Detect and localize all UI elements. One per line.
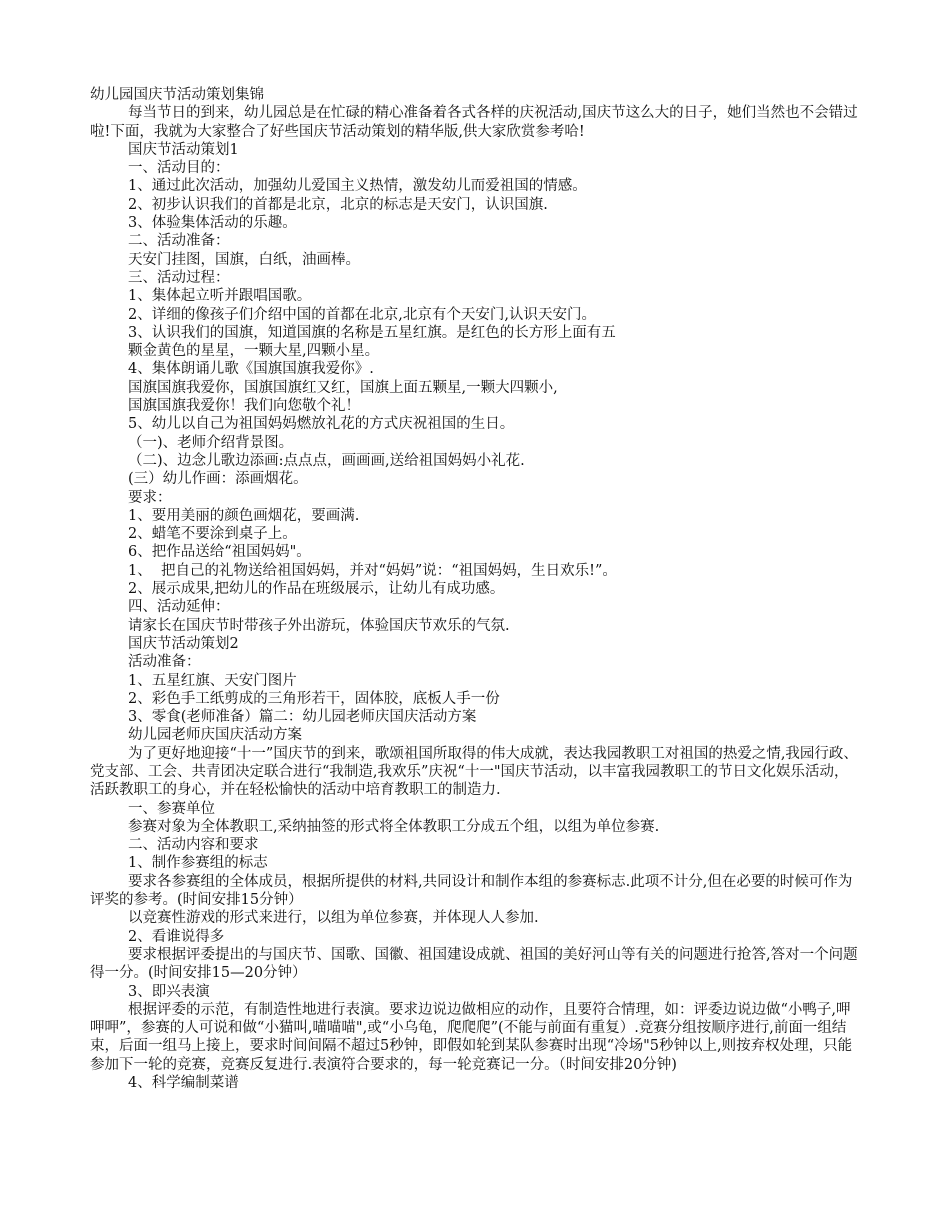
paragraph: (三）幼儿作画：添画烟花。 [128, 471, 308, 488]
paragraph: 天安门挂图，国旗，白纸，油画棒。 [128, 251, 360, 268]
paragraph: 幼儿园老师庆国庆活动方案 [128, 727, 302, 744]
document-body [90, 86, 860, 1092]
paragraph: 活动准备： [128, 654, 201, 671]
paragraph: 1、 把自己的礼物送给祖国妈妈，并对“妈妈”说：“祖国妈妈，生日欢乐!”。 [128, 562, 617, 579]
paragraph: 2、详细的像孩子们介绍中国的首都在北京,北京有个天安门,认识天安门。 [128, 306, 596, 323]
paragraph: 4、科学编制菜谱 [128, 1075, 239, 1092]
paragraph: 以竞赛性游戏的形式来进行，以组为单位参赛，并体现人人参加. [128, 910, 539, 927]
paragraph: 颗金黄色的星星，一颗大星,四颗小星。 [128, 343, 380, 360]
paragraph: 要求各参赛组的全体成员，根据所提供的材料,共同设计和制作本组的参赛标志.此项不计分,但在必要的时候可作为评奖的参考。(时间安排15分钟） [90, 873, 853, 909]
paragraph: 1、通过此次活动，加强幼儿爱国主义热情，激发幼儿而爱祖国的情感。 [128, 178, 587, 195]
paragraph: 6、把作品送给“祖国妈妈"。 [128, 544, 311, 561]
paragraph: 3、零食(老师准备）篇二：幼儿园老师庆国庆活动方案 [128, 709, 477, 726]
paragraph: 国旗国旗我爱你，国旗国旗红又红，国旗上面五颗星,一颗大四颗小, [128, 379, 558, 396]
paragraph: 5、幼儿以自己为祖国妈妈燃放礼花的方式庆祝祖国的生日。 [128, 416, 515, 433]
paragraph: 3、即兴表演 [128, 983, 210, 1000]
paragraph: 3、认识我们的国旗，知道国旗的名称是五星红旗。是红色的长方形上面有五 [128, 324, 616, 341]
paragraph: 二、活动内容和要求 [128, 837, 259, 854]
paragraph: 为了更好地迎接“十一”国庆节的到来，歌颂祖国所取得的伟大成就，表达我园教职工对祖国的热爱之情,我园行政、党支部、工会、共青团决定联合进行“我制造,我欢乐”庆祝“十一"国庆节活动，以丰富我园教职工的节日文化娱乐活动，活跃教职工的身心，并在轻松愉快的活动中培育教职工的制造力. [90, 745, 858, 799]
paragraph: 三、活动过程： [128, 269, 230, 286]
paragraph: 4、集体朗诵儿歌《国旗国旗我爱你》. [128, 361, 374, 378]
paragraph: 国旗国旗我爱你！我们向您敬个礼！ [128, 398, 360, 415]
paragraph: 国庆节活动策划1 [128, 141, 239, 158]
paragraph: 一、活动目的： [128, 160, 230, 177]
paragraph: （一)、老师介绍背景图。 [128, 434, 294, 451]
paragraph: 2、展示成果,把幼儿的作品在班级展示，让幼儿有成功感。 [128, 581, 505, 598]
paragraph: 参赛对象为全体教职工,采纳抽签的形式将全体教职工分成五个组，以组为单位参赛. [128, 818, 660, 835]
paragraph: 根据评委的示范，有制造性地进行表演。要求边说边做相应的动作，且要符合情理，如：评委边说边做“小鸭子,呷呷呷”，参赛的人可说和做“小猫叫,喵喵喵",或“小乌龟，爬爬爬”(不能与前面有重复）.竞赛分组按顺序进行,前面一组结束，后面一组马上接上，要求时间间隔不超过5秒钟，即假如轮到某队参赛时出现“冷场"5秒钟以上,则按弃权处理，只能参加下一轮的竞赛，竞赛反复进行.表演符合要求的，每一轮竞赛记一分。（时间安排20分钟) [90, 1001, 853, 1073]
paragraph: 要求： [128, 489, 172, 506]
paragraph: 1、要用美丽的颜色画烟花，要画满. [128, 507, 360, 524]
paragraph: 2、彩色手工纸剪成的三角形若干，固体胶，底板人手一份 [128, 690, 500, 707]
paragraph: 请家长在国庆节时带孩子外出游玩，体验国庆节欢乐的气氛. [128, 617, 510, 634]
paragraph: 要求根据评委提出的与国庆节、国歌、国徽、祖国建设成就、祖国的美好河山等有关的问题进行抢答,答对一个问题得一分。(时间安排15—20分钟） [90, 946, 858, 982]
paragraph: 一、参赛单位 [128, 800, 215, 817]
document-title: 幼儿园国庆节活动策划集锦 [90, 87, 264, 103]
paragraph: 2、看谁说得多 [128, 928, 225, 945]
paragraph: 1、集体起立听并跟唱国歌。 [128, 288, 312, 305]
paragraph: 2、蜡笔不要涂到桌子上。 [128, 526, 297, 543]
paragraph: （二)、边念儿歌边添画:点点点，画画画,送给祖国妈妈小礼花. [128, 452, 525, 469]
paragraph: 四、活动延伸： [128, 599, 230, 616]
paragraph: 二、活动准备： [128, 233, 230, 250]
paragraph: 3、体验集体活动的乐趣。 [128, 215, 297, 232]
paragraph: 每当节日的到来，幼儿园总是在忙碌的精心准备着各式各样的庆祝活动,国庆节这么大的日子，她们当然也不会错过啦!下面，我就为大家整合了好些国庆节活动策划的精华版,供大家欣赏参考哈! [90, 105, 858, 140]
paragraph: 国庆节活动策划2 [128, 635, 239, 652]
paragraph: 1、五星红旗、天安门图片 [128, 672, 297, 689]
paragraph: 1、制作参赛组的标志 [128, 855, 268, 872]
paragraph: 2、初步认识我们的首都是北京，北京的标志是天安门，认识国旗. [128, 196, 548, 213]
